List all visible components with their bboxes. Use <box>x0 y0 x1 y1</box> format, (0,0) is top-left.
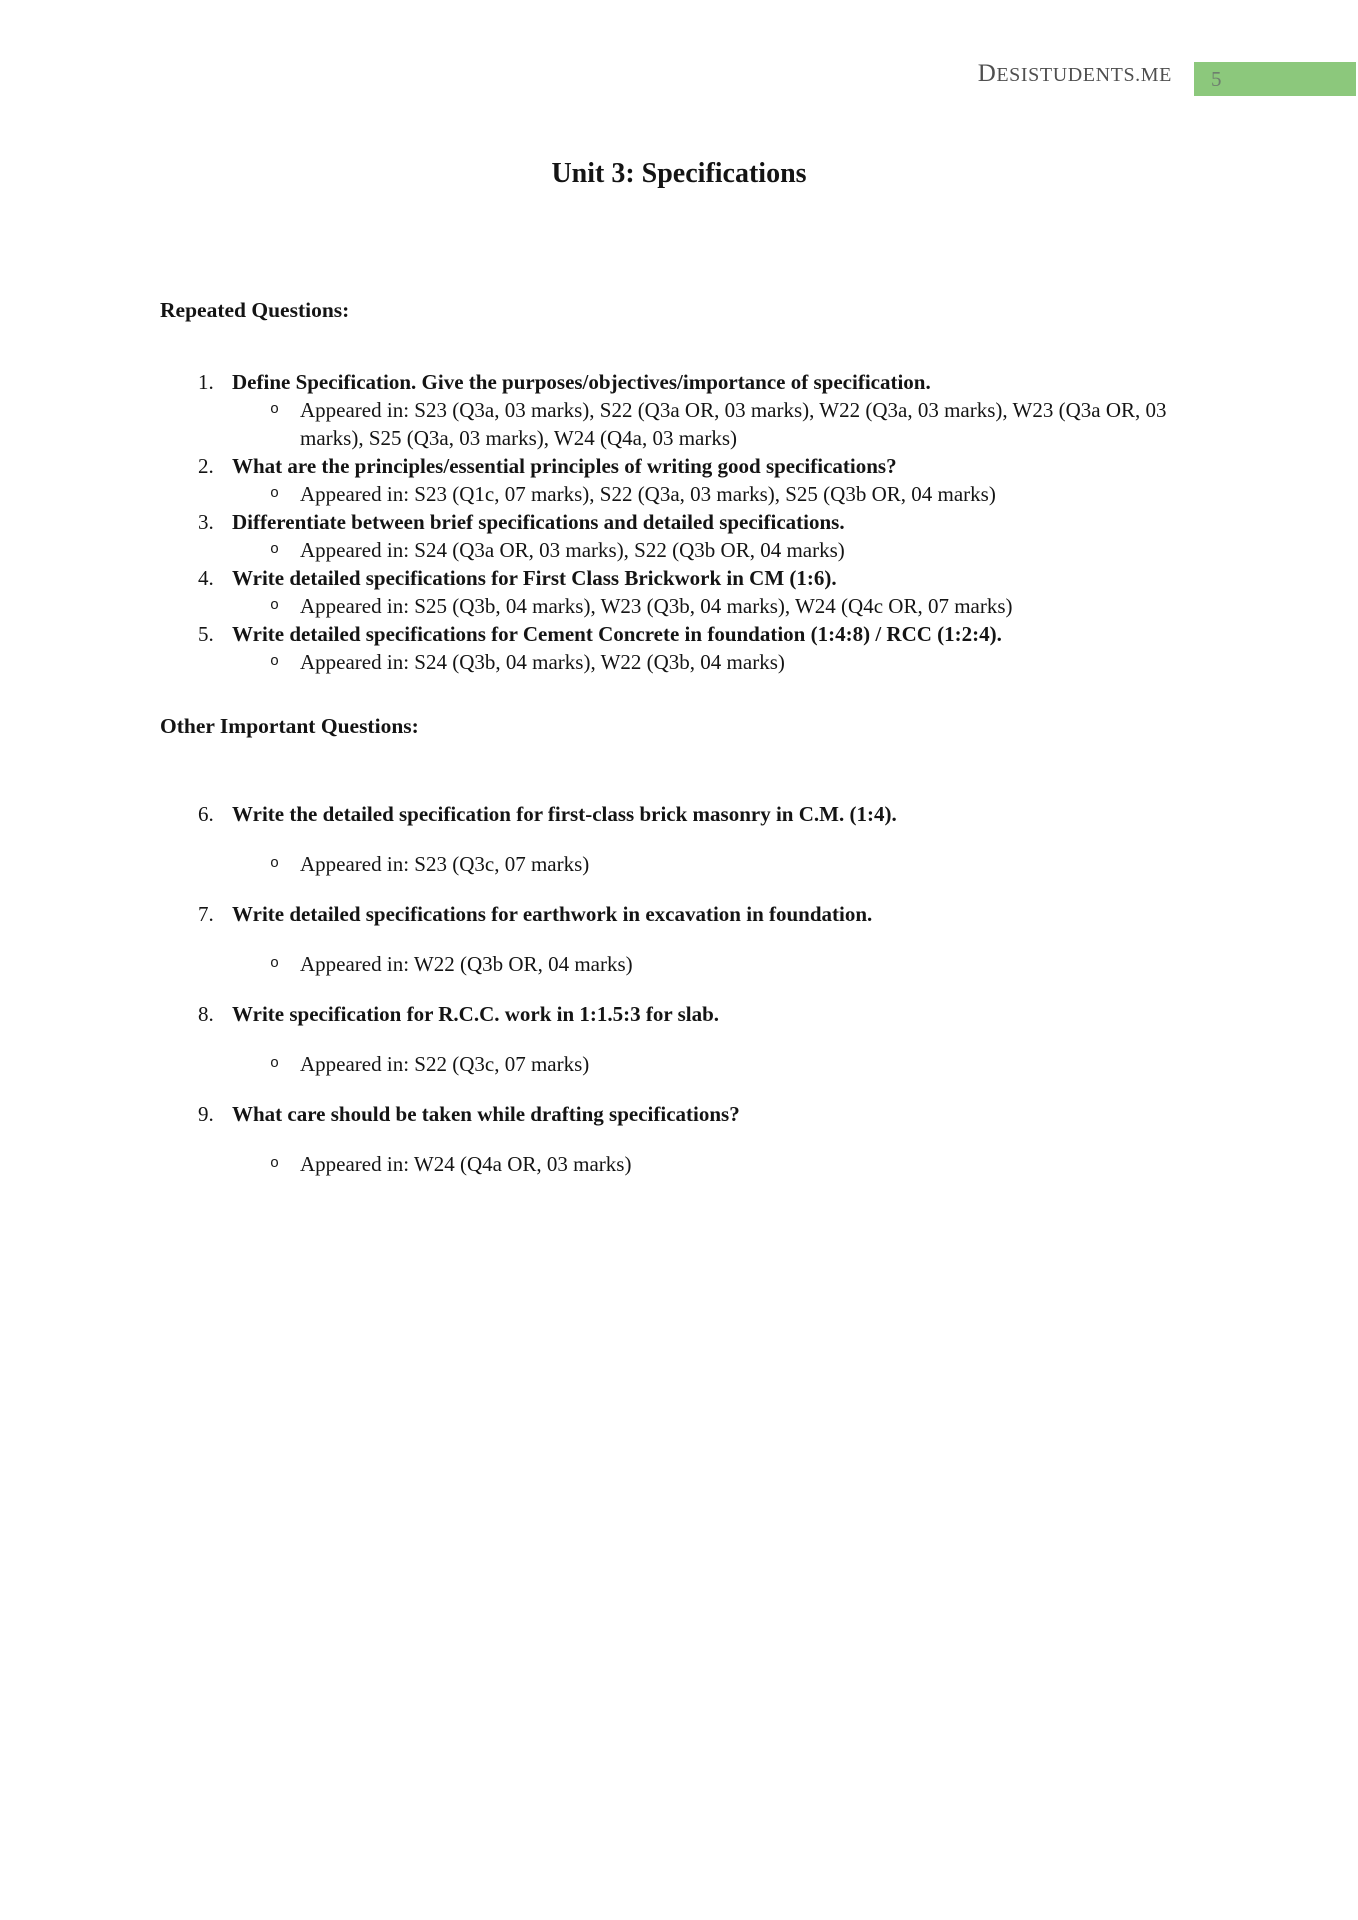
question-number: 3. <box>198 510 214 534</box>
page-number-badge <box>1194 62 1356 96</box>
question-row <box>160 452 1182 480</box>
question-row <box>160 800 1182 828</box>
question-row <box>160 1000 1182 1028</box>
question-text: Differentiate between brief specifications and detailed specifications. <box>232 510 845 534</box>
section-other-important-questions <box>160 712 1182 1178</box>
question-row <box>160 508 1182 536</box>
appeared-in-row <box>270 648 1182 676</box>
appeared-in-row <box>270 850 1182 878</box>
appeared-in-text: Appeared in: W24 (Q4a OR, 03 marks) <box>300 1152 632 1176</box>
circle-bullet-icon: o <box>270 401 280 418</box>
appeared-in-row <box>270 396 1182 452</box>
question-number: 9. <box>198 1102 214 1126</box>
circle-bullet-icon: o <box>270 597 280 614</box>
appeared-in-text: Appeared in: S25 (Q3b, 04 marks), W23 (Q3b, 04 marks), W24 (Q4c OR, 07 marks) <box>300 594 1013 618</box>
question-number: 7. <box>198 902 214 926</box>
question-text: Write detailed specifications for First Class Brickwork in CM (1:6). <box>232 566 837 590</box>
question-list <box>160 800 1182 1178</box>
circle-bullet-icon: o <box>270 1055 280 1072</box>
appeared-in-row <box>270 480 1182 508</box>
question-text: Write the detailed specification for first-class brick masonry in C.M. (1:4). <box>232 802 897 826</box>
question-number: 2. <box>198 454 214 478</box>
question-text: What are the principles/essential principles of writing good specifications? <box>232 454 897 478</box>
appeared-in-row <box>270 1150 1182 1178</box>
appeared-in-text: Appeared in: S23 (Q3a, 03 marks), S22 (Q3a OR, 03 marks), W22 (Q3a, 03 marks), W23 (Q3a OR, 03 marks), S25 (Q3a, 03 marks), W24 (Q4a, 03 marks) <box>300 398 1167 450</box>
question-row <box>160 368 1182 396</box>
page-number: 5 <box>1211 67 1222 91</box>
question-row <box>160 620 1182 648</box>
question-text: Define Specification. Give the purposes/objectives/importance of specification. <box>232 370 931 394</box>
question-text: Write detailed specifications for Cement Concrete in foundation (1:4:8) / RCC (1:2:4). <box>232 622 1002 646</box>
appeared-in-row <box>270 536 1182 564</box>
question-number: 4. <box>198 566 214 590</box>
question-text: What care should be taken while drafting specifications? <box>232 1102 740 1126</box>
page-title: Unit 3: Specifications <box>551 158 807 189</box>
circle-bullet-icon: o <box>270 653 280 670</box>
question-number: 1. <box>198 370 214 394</box>
circle-bullet-icon: o <box>270 955 280 972</box>
question-text: Write detailed specifications for earthwork in excavation in foundation. <box>232 902 873 926</box>
question-text: Write specification for R.C.C. work in 1:1.5:3 for slab. <box>232 1002 720 1026</box>
appeared-in-text: Appeared in: S22 (Q3c, 07 marks) <box>300 1052 590 1076</box>
appeared-in-text: Appeared in: S24 (Q3b, 04 marks), W22 (Q3b, 04 marks) <box>300 650 785 674</box>
section-heading: Other Important Questions: <box>160 714 419 738</box>
document-body <box>160 296 1182 1178</box>
question-number: 6. <box>198 802 214 826</box>
site-name-header: DESISTUDENTS.ME <box>977 60 1172 87</box>
appeared-in-row <box>270 950 1182 978</box>
appeared-in-text: Appeared in: S23 (Q1c, 07 marks), S22 (Q3a, 03 marks), S25 (Q3b OR, 04 marks) <box>300 482 996 506</box>
appeared-in-text: Appeared in: W22 (Q3b OR, 04 marks) <box>300 952 633 976</box>
circle-bullet-icon: o <box>270 541 280 558</box>
question-row <box>160 564 1182 592</box>
appeared-in-text: Appeared in: S23 (Q3c, 07 marks) <box>300 852 590 876</box>
question-number: 5. <box>198 622 214 646</box>
question-row <box>160 1100 1182 1128</box>
circle-bullet-icon: o <box>270 485 280 502</box>
appeared-in-text: Appeared in: S24 (Q3a OR, 03 marks), S22 (Q3b OR, 04 marks) <box>300 538 845 562</box>
section-heading: Repeated Questions: <box>160 298 350 322</box>
question-row <box>160 900 1182 928</box>
circle-bullet-icon: o <box>270 1155 280 1172</box>
appeared-in-row <box>270 1050 1182 1078</box>
question-list <box>160 368 1182 676</box>
circle-bullet-icon: o <box>270 855 280 872</box>
section-repeated-questions <box>160 296 1182 676</box>
appeared-in-row <box>270 592 1182 620</box>
question-number: 8. <box>198 1002 214 1026</box>
